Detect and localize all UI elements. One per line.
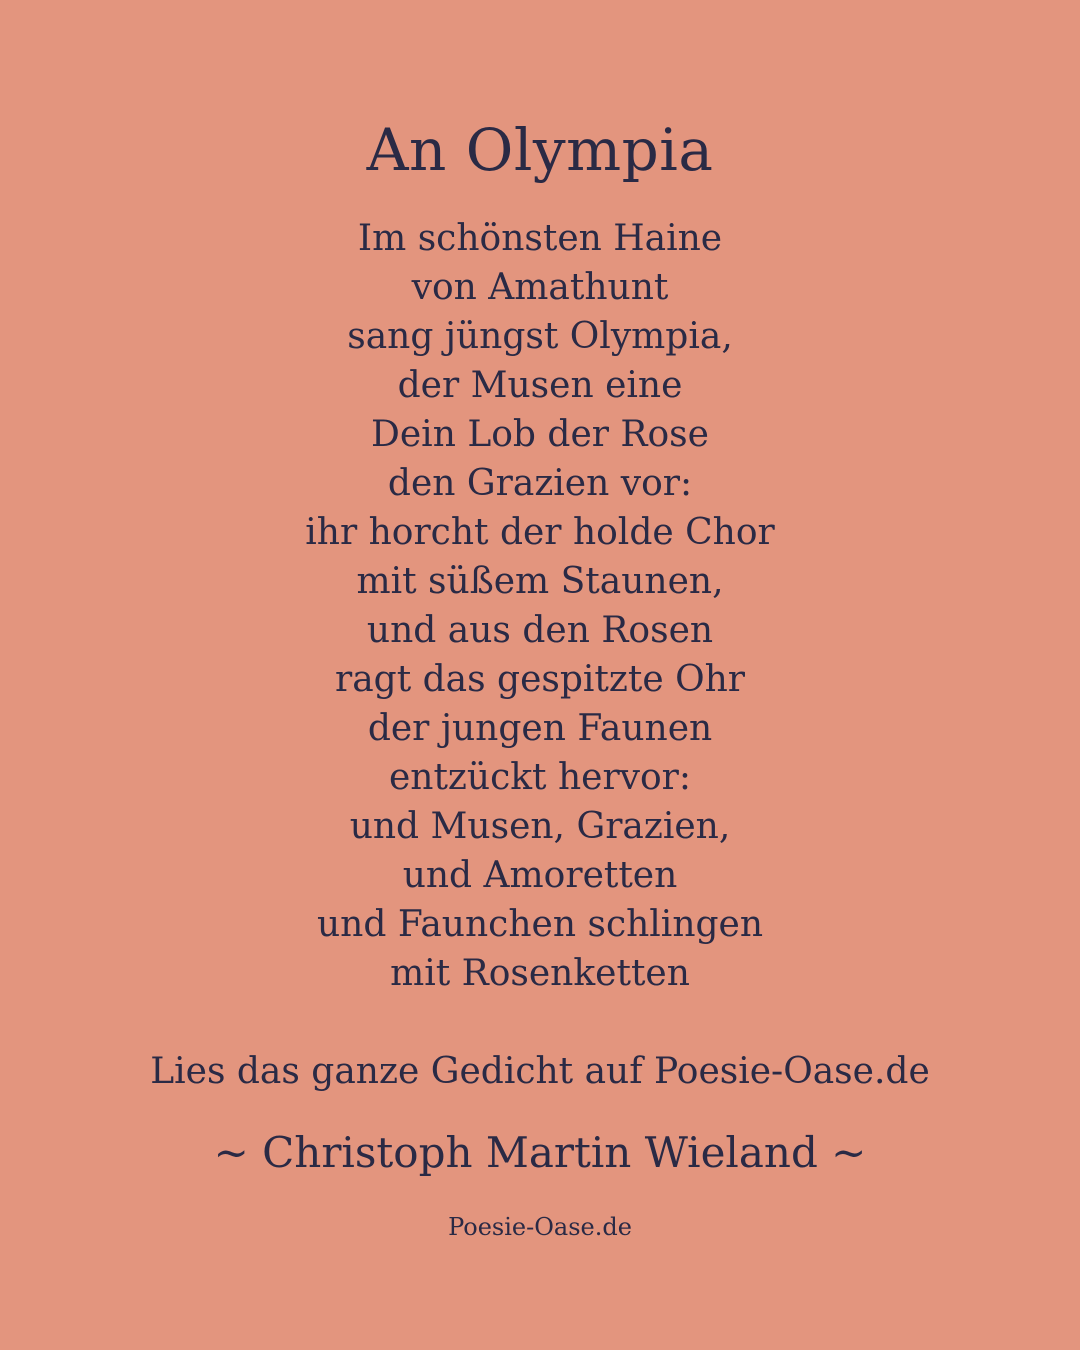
poem-title: An Olympia: [366, 116, 714, 184]
site-watermark: Poesie-Oase.de: [448, 1213, 632, 1241]
poem-author: ~ Christoph Martin Wieland ~: [213, 1128, 867, 1177]
poem-line: sang jüngst Olympia,: [347, 316, 733, 357]
poem-line: mit Rosenketten: [390, 953, 690, 994]
read-full-poem-text: Lies das ganze Gedicht auf Poesie-Oase.de: [150, 1051, 930, 1092]
poem-line: ihr horcht der holde Chor: [305, 512, 775, 553]
poem-line: der jungen Faunen: [367, 708, 713, 749]
poem-line: und Amoretten: [402, 855, 678, 896]
poem-line: der Musen eine: [397, 365, 683, 406]
poem-line: ragt das gespitzte Ohr: [335, 659, 745, 700]
poem-line: den Grazien vor:: [387, 463, 693, 504]
poem-line: und aus den Rosen: [366, 610, 714, 651]
poem-line: Im schönsten Haine: [357, 218, 723, 259]
poem-line: mit süßem Staunen,: [356, 561, 724, 602]
poem-line: und Faunchen schlingen: [316, 904, 764, 945]
poem-line: und Musen, Grazien,: [349, 806, 731, 847]
poem-line: entzückt hervor:: [388, 757, 692, 798]
poem-line: von Amathunt: [411, 267, 669, 308]
poem-body: [0, 214, 1080, 998]
poem-line: Dein Lob der Rose: [371, 414, 709, 455]
